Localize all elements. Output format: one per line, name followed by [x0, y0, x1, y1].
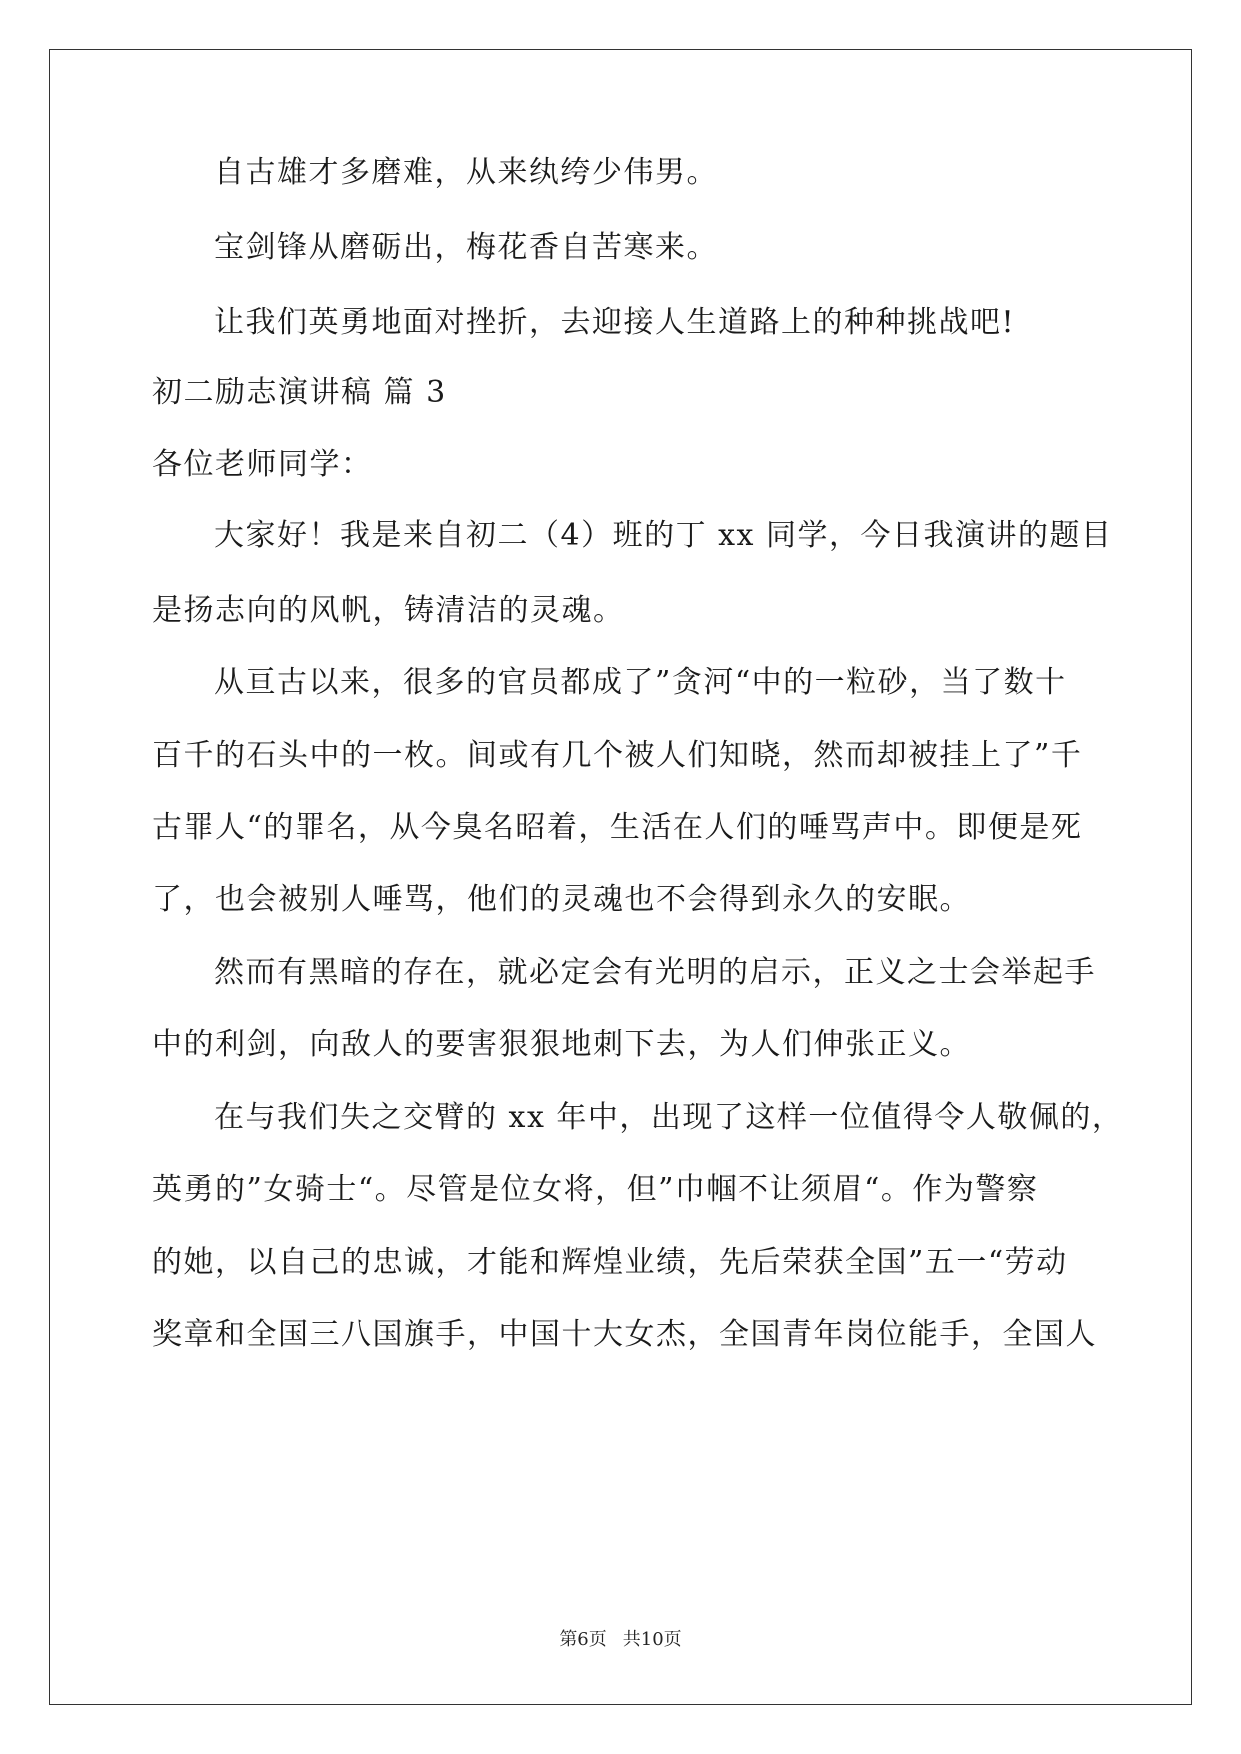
page-number: 第6页	[559, 1629, 607, 1650]
paragraph-line: 百千的石头中的一枚。间或有几个被人们知晓，然而却被挂上了”千	[152, 738, 1083, 773]
page-total: 共10页	[622, 1629, 682, 1650]
page-footer	[0, 1629, 1241, 1651]
paragraph-line: 中的利剑，向敌人的要害狠狠地刺下去，为人们伸张正义。	[152, 1027, 971, 1062]
paragraph-line: 让我们英勇地面对挫折，去迎接人生道路上的种种挑战吧!	[214, 305, 1016, 340]
section-heading: 初二励志演讲稿 篇 3	[152, 375, 447, 410]
salutation: 各位老师同学：	[152, 447, 373, 482]
paragraph-line: 了，也会被别人唾骂，他们的灵魂也不会得到永久的安眠。	[152, 882, 971, 917]
paragraph-line: 古罪人“的罪名，从今臭名昭着，生活在人们的唾骂声中。即便是死	[152, 810, 1083, 845]
paragraph-line: 从亘古以来，很多的官员都成了”贪河“中的一粒砂，当了数十	[214, 665, 1067, 700]
paragraph-line: 的她，以自己的忠诚，才能和辉煌业绩，先后荣获全国”五一“劳动	[152, 1245, 1068, 1280]
page-frame	[49, 49, 1192, 1705]
paragraph-line: 奖章和全国三八国旗手，中国十大女杰，全国青年岗位能手，全国人	[152, 1317, 1097, 1352]
paragraph-line: 是扬志向的风帆，铸清洁的灵魂。	[152, 593, 625, 628]
paragraph-line: 自古雄才多磨难，从来纨绔少伟男。	[214, 155, 718, 190]
paragraph-line: 宝剑锋从磨砺出，梅花香自苦寒来。	[214, 230, 718, 265]
paragraph-line: 在与我们失之交臂的 xx 年中，出现了这样一位值得令人敬佩的，	[214, 1100, 1124, 1135]
paragraph-line: 大家好！我是来自初二（4）班的丁 xx 同学，今日我演讲的题目	[214, 518, 1113, 553]
paragraph-line: 英勇的”女骑士“。尽管是位女将，但”巾帼不让须眉“。作为警察	[152, 1172, 1039, 1207]
paragraph-line: 然而有黑暗的存在，就必定会有光明的启示，正义之士会举起手	[214, 955, 1096, 990]
